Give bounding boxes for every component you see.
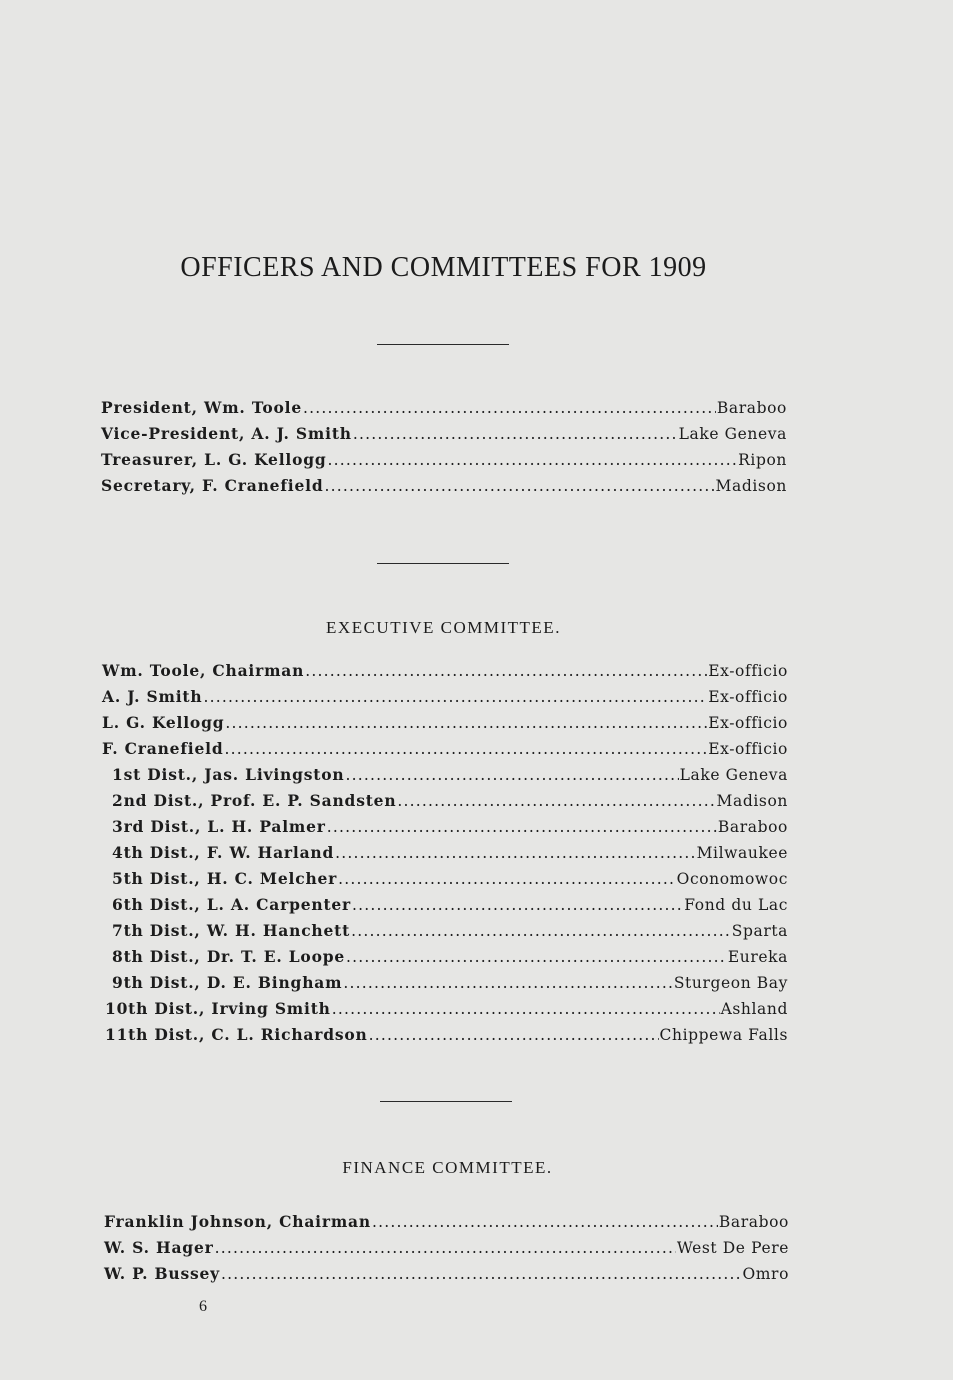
leader-dots <box>335 844 695 862</box>
member-place: Baraboo <box>717 818 788 836</box>
member-entry <box>102 973 788 999</box>
member-entry <box>104 1212 789 1238</box>
member-entry <box>104 1238 789 1264</box>
member-place: Sturgeon Bay <box>673 974 788 992</box>
member-name: W. P. Bussey <box>104 1264 220 1283</box>
officer-name: Vice-President, A. J. Smith <box>101 424 352 443</box>
executive-committee-list <box>102 661 788 1051</box>
leader-dots <box>303 399 716 417</box>
leader-dots <box>221 1265 741 1283</box>
leader-dots <box>215 1239 676 1257</box>
member-name: 5th Dist., H. C. Melcher <box>112 869 338 888</box>
member-entry <box>102 765 788 791</box>
member-place: Sparta <box>731 922 788 940</box>
officer-entry <box>101 476 787 502</box>
member-entry <box>102 999 788 1025</box>
member-place: Ex-officio <box>708 740 788 758</box>
member-place: Ashland <box>720 1000 788 1018</box>
member-name: 1st Dist., Jas. Livingston <box>112 765 345 784</box>
leader-dots <box>351 922 731 940</box>
officer-entry <box>101 398 787 424</box>
member-entry <box>102 739 788 765</box>
member-entry <box>102 843 788 869</box>
member-entry <box>102 947 788 973</box>
member-entry <box>102 817 788 843</box>
leader-dots <box>343 974 673 992</box>
member-name: 3rd Dist., L. H. Palmer <box>112 817 326 836</box>
member-name: Franklin Johnson, Chairman <box>104 1212 371 1231</box>
leader-dots <box>397 792 715 810</box>
member-entry <box>102 921 788 947</box>
member-entry <box>102 687 788 713</box>
member-entry <box>102 1025 788 1051</box>
member-name: 7th Dist., W. H. Hanchett <box>112 921 351 940</box>
finance-committee-heading: FINANCE COMMITTEE. <box>342 1158 553 1177</box>
officers-list <box>101 398 787 502</box>
member-place: Lake Geneva <box>679 766 788 784</box>
member-name: A. J. Smith <box>102 687 203 706</box>
officer-name: Secretary, F. Cranefield <box>101 476 324 495</box>
leader-dots <box>345 766 678 784</box>
leader-dots <box>372 1213 718 1231</box>
divider-rule <box>377 344 509 345</box>
member-name: W. S. Hager <box>104 1238 214 1257</box>
member-place: Ex-officio <box>708 714 788 732</box>
officer-name: President, Wm. Toole <box>101 398 303 417</box>
leader-dots <box>327 451 737 469</box>
member-place: Oconomowoc <box>676 870 788 888</box>
leader-dots <box>305 662 707 680</box>
officer-place: Lake Geneva <box>678 425 787 443</box>
member-name: 4th Dist., F. W. Harland <box>112 843 335 862</box>
leader-dots <box>369 1026 659 1044</box>
leader-dots <box>324 477 714 495</box>
member-entry <box>102 713 788 739</box>
finance-committee-list <box>104 1212 789 1290</box>
leader-dots <box>338 870 675 888</box>
member-entry <box>102 791 788 817</box>
member-entry <box>102 661 788 687</box>
divider-rule <box>380 1101 512 1102</box>
member-name: F. Cranefield <box>102 739 224 758</box>
leader-dots <box>352 896 683 914</box>
member-name: 2nd Dist., Prof. E. P. Sandsten <box>112 791 397 810</box>
leader-dots <box>224 740 707 758</box>
member-place: Madison <box>716 792 788 810</box>
member-name: 10th Dist., Irving Smith <box>105 999 331 1018</box>
officer-place: Baraboo <box>716 399 787 417</box>
page-number: 6 <box>199 1298 207 1315</box>
executive-committee-heading: EXECUTIVE COMMITTEE. <box>326 618 561 637</box>
divider-rule <box>377 563 509 564</box>
leader-dots <box>353 425 678 443</box>
member-name: Wm. Toole, Chairman <box>102 661 305 680</box>
member-name: 9th Dist., D. E. Bingham <box>112 973 343 992</box>
member-entry <box>102 869 788 895</box>
officer-place: Ripon <box>738 451 787 469</box>
member-place: Omro <box>742 1265 789 1283</box>
member-place: Ex-officio <box>708 662 788 680</box>
member-entry <box>102 895 788 921</box>
member-place: Milwaukee <box>696 844 788 862</box>
member-place: Chippewa Falls <box>659 1026 788 1044</box>
leader-dots <box>203 688 707 706</box>
member-entry <box>104 1264 789 1290</box>
member-place: Ex-officio <box>708 688 788 706</box>
officer-name: Treasurer, L. G. Kellogg <box>101 450 327 469</box>
member-name: L. G. Kellogg <box>102 713 225 732</box>
officer-entry <box>101 424 787 450</box>
page-title: OFFICERS AND COMMITTEES FOR 1909 <box>180 252 707 283</box>
leader-dots <box>327 818 717 836</box>
leader-dots <box>346 948 727 966</box>
member-place: Eureka <box>727 948 788 966</box>
member-name: 11th Dist., C. L. Richardson <box>105 1025 368 1044</box>
leader-dots <box>332 1000 720 1018</box>
member-place: Baraboo <box>718 1213 789 1231</box>
member-place: West De Pere <box>676 1239 789 1257</box>
officer-entry <box>101 450 787 476</box>
leader-dots <box>225 714 707 732</box>
member-place: Fond du Lac <box>684 896 788 914</box>
member-name: 6th Dist., L. A. Carpenter <box>112 895 352 914</box>
member-name: 8th Dist., Dr. T. E. Loope <box>112 947 346 966</box>
officer-place: Madison <box>715 477 787 495</box>
